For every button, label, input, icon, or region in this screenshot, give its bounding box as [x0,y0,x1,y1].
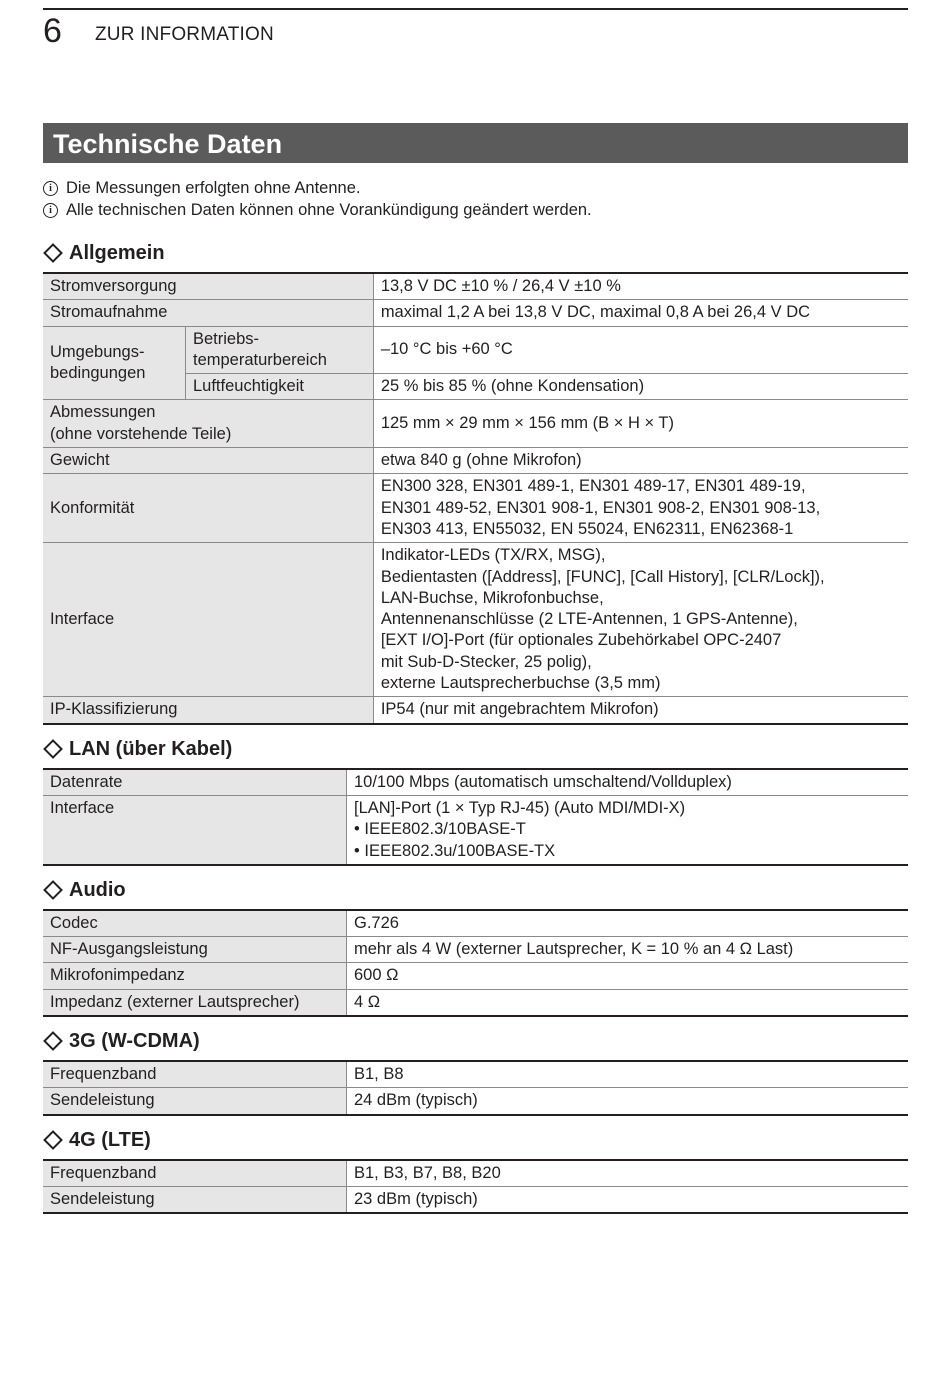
row-label: Stromversorgung [43,273,373,300]
label-line: temperaturbereich [193,350,327,369]
diamond-icon [43,880,63,900]
row-value: etwa 840 g (ohne Mikrofon) [373,448,908,474]
table-row [43,1061,908,1088]
row-label: Frequenzband [43,1160,347,1187]
note-text: Die Messungen erfolgten ohne Antenne. [66,179,361,197]
table-row [43,989,908,1016]
note-item [43,199,592,221]
note-item [43,177,592,199]
diamond-icon [43,243,63,263]
table-row [43,1160,908,1187]
section-heading-lan [43,737,908,761]
table-row [43,769,908,796]
row-sublabel: Luftfeuchtigkeit [186,374,374,400]
section-title: Allgemein [69,242,165,264]
section-title: LAN (über Kabel) [69,737,233,760]
value-line: [EXT I/O]-Port (für optionales Zubehörkabel OPC-2407 [380,631,782,650]
row-value: IP54 (nur mit angebrachtem Mikrofon) [373,697,908,724]
table-row [43,910,908,937]
row-label: IP-Klassifizierung [43,697,373,724]
section-title: 4G (LTE) [69,1128,151,1151]
section-banner: Technische Daten [43,123,908,163]
value-line: externe Lautsprecherbuchse (3,5 mm) [380,674,661,693]
table-row [43,1186,908,1213]
row-label: Interface [43,795,347,864]
row-value: 24 dBm (typisch) [347,1088,909,1115]
row-label: Datenrate [43,769,347,796]
row-label: Stromaufnahme [43,300,373,326]
row-label: Interface [43,543,373,697]
table-row [43,474,908,543]
table-row [43,963,908,989]
lan-spec-table [43,768,908,866]
value-line: EN300 328, EN301 489-1, EN301 489-17, EN301 489-19, [380,477,806,496]
table-row [43,448,908,474]
row-value: 125 mm × 29 mm × 156 mm (B × H × T) [373,400,908,448]
row-value: mehr als 4 W (externer Lautsprecher, K = 10 % an 4 Ω Last) [347,937,909,963]
row-value: 25 % bis 85 % (ohne Kondensation) [373,374,908,400]
table-row [43,543,908,697]
row-value [347,795,909,864]
row-label: Sendeleistung [43,1088,347,1115]
row-label: Konformität [43,474,373,543]
value-line: Bedientasten ([Address], [FUNC], [Call History], [CLR/Lock]), [380,567,825,586]
label-line: bedingungen [50,364,146,383]
table-row [43,1088,908,1115]
row-label: Gewicht [43,448,373,474]
section-heading-3g [43,1029,908,1053]
row-label [43,326,186,400]
section-title: 3G (W-CDMA) [69,1030,200,1053]
row-value: 10/100 Mbps (automatisch umschaltend/Vollduplex) [347,769,909,796]
label-line: Abmessungen [50,403,156,422]
table-row [43,273,908,300]
row-value: 4 Ω [347,989,909,1016]
table-row [43,697,908,724]
label-line: (ohne vorstehende Teile) [50,424,232,443]
row-label: Impedanz (externer Lautsprecher) [43,989,347,1016]
row-label: Codec [43,910,347,937]
4g-spec-table [43,1159,908,1215]
row-value: –10 °C bis +60 °C [373,326,908,374]
table-row [43,300,908,326]
audio-spec-table [43,909,908,1017]
note-text: Alle technischen Daten können ohne Vorankündigung geändert werden. [66,201,592,219]
table-row [43,326,908,374]
info-icon: i [43,181,58,196]
row-label [43,400,373,448]
table-row [43,937,908,963]
row-label: Frequenzband [43,1061,347,1088]
row-value: B1, B3, B7, B8, B20 [347,1160,909,1187]
value-line: [LAN]-Port (1 × Typ RJ-45) (Auto MDI/MDI-X) [354,798,686,817]
row-value: 23 dBm (typisch) [347,1186,909,1213]
row-value [373,474,908,543]
diamond-icon [43,1031,63,1051]
notes [43,177,592,221]
row-label: Sendeleistung [43,1186,347,1213]
chapter-number: 6 [43,12,62,50]
value-line: LAN-Buchse, Mikrofonbuchse, [380,588,604,607]
row-value: G.726 [347,910,909,937]
row-value: maximal 1,2 A bei 13,8 V DC, maximal 0,8 A bei 26,4 V DC [373,300,908,326]
top-rule [43,8,908,10]
value-line: Antennenanschlüsse (2 LTE-Antennen, 1 GPS-Antenne), [380,610,798,629]
row-sublabel [186,326,374,374]
table-row [43,795,908,864]
diamond-icon [43,739,63,759]
section-heading-general [43,241,908,265]
label-line: Betriebs- [193,329,260,348]
value-line: Indikator-LEDs (TX/RX, MSG), [380,546,606,565]
3g-spec-table [43,1060,908,1116]
general-spec-table [43,272,908,725]
value-line: EN301 489-52, EN301 908-1, EN301 908-2, EN301 908-13, [380,498,821,517]
spec-sections [43,241,908,1226]
value-line: • IEEE802.3/10BASE-T [354,820,526,839]
value-line: EN303 413, EN55032, EN 55024, EN62311, EN62368-1 [380,519,794,538]
section-title: Audio [69,878,126,901]
chapter-title: ZUR INFORMATION [95,24,274,45]
row-value: B1, B8 [347,1061,909,1088]
info-icon: i [43,203,58,218]
value-line: mit Sub-D-Stecker, 25 polig), [380,652,592,671]
diamond-icon [43,1130,63,1150]
row-value: 600 Ω [347,963,909,989]
section-heading-audio [43,878,908,902]
row-value: 13,8 V DC ±10 % / 26,4 V ±10 % [373,273,908,300]
row-label: NF-Ausgangsleistung [43,937,347,963]
section-heading-4g [43,1128,908,1152]
table-row [43,400,908,448]
value-line: • IEEE802.3u/100BASE-TX [354,841,556,860]
label-line: Umgebungs- [50,342,145,361]
row-label: Mikrofonimpedanz [43,963,347,989]
row-value [373,543,908,697]
